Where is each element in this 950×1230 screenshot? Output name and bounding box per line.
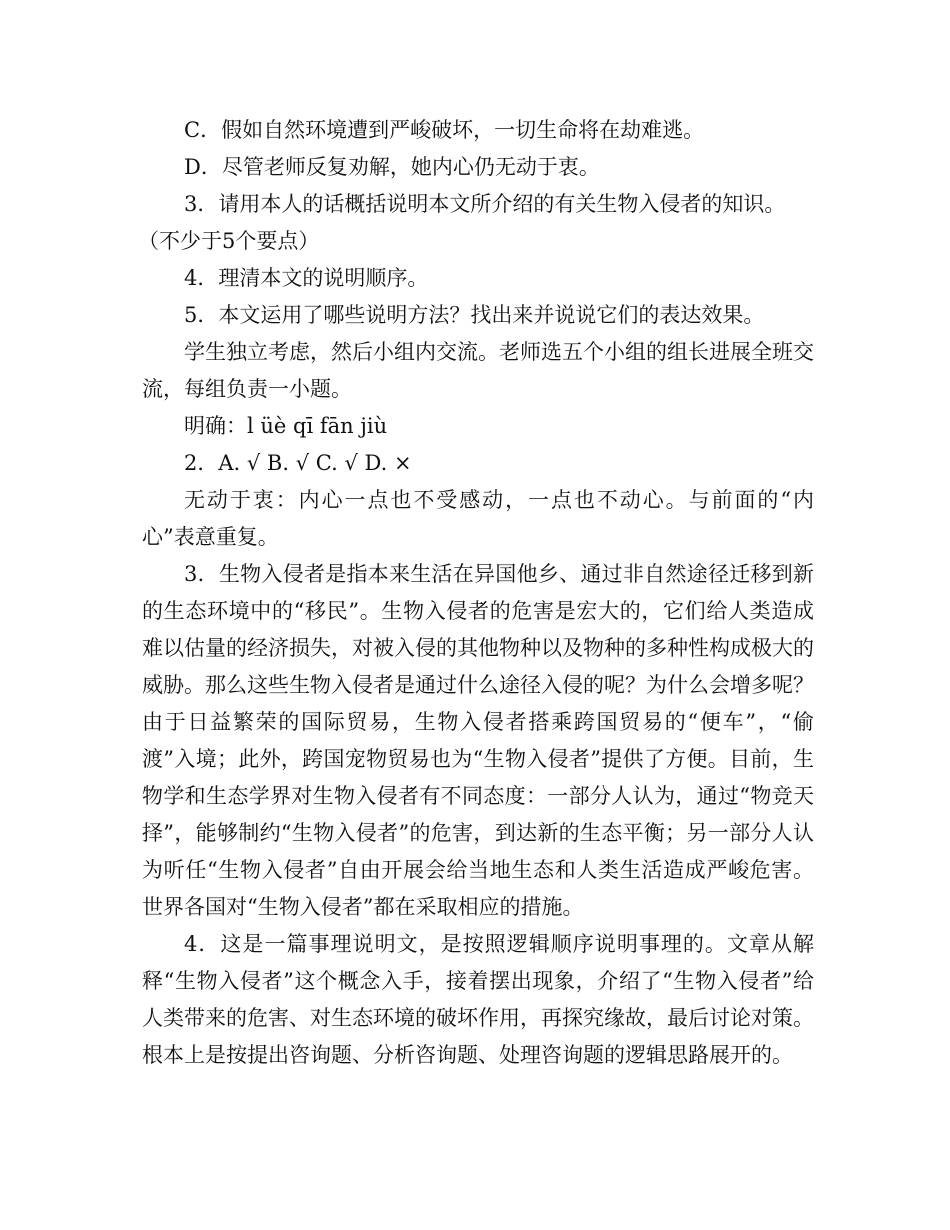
question-4-line: 4．理清本文的说明顺序。 [184,266,429,290]
answer-pinyin-line: 明确：l üè qī fān jiù [184,414,388,438]
answer-3-paragraph: 3．生物入侵者是指本来生活在异国他乡、通过非自然途径迁移到新的生态环境中的“移民”。生物入侵者的危害是宏大的，它们给人类造成难以估量的经济损失，对被入侵的其他物种以及物种的多种性构成极大的威胁。那么这些生物入侵者是通过什么途径入侵的呢？为什么会增多呢？由于日益繁荣的国际贸易，生物入侵者搭乘跨国贸易的“便车”，“偷渡”入境；此外，跨国宠物贸易也为“生物入侵者”提供了方便。目前，生物学和生态学界对生物入侵者有不同态度：一部分人认为，通过“物竞天择”，能够制约“生物入侵者”的危害，到达新的生态平衡；另一部分人认为听任“生物入侵者”自由开展会给当地生态和人类生活造成严峻危害。世界各国对“生物入侵者”都在采取相应的措施。 [142,562,814,919]
answer-2-line: 2．A. √ B. √ C. √ D. × [184,451,412,475]
wudong-explanation-paragraph: 无动于衷：内心一点也不受感动，一点也不动心。与前面的“内心”表意重复。 [142,488,814,549]
question-3-line: 3．请用本人的话概括说明本文所介绍的有关生物入侵者的知识。 [184,192,786,216]
question-3-note: （不少于5个要点） [138,229,320,253]
option-c-line: C．假如自然环境遭到严峻破坏，一切生命将在劫难逃。 [184,118,705,142]
answer-4-paragraph: 4．这是一篇事理说明文，是按照逻辑顺序说明事理的。文章从解释“生物入侵者”这个概念入手，接着摆出现象，介绍了“生物入侵者”给人类带来的危害、对生态环境的破坏作用，再探究缘故，最后讨论对策。根本上是按提出咨询题、分析咨询题、处理咨询题的逻辑思路展开的。 [142,932,814,1067]
option-d-line: D．尽管老师反复劝解，她内心仍无动于衷。 [184,155,600,179]
study-instruction-paragraph: 学生独立考虑，然后小组内交流。老师选五个小组的组长进展全班交流，每组负责一小题。 [142,340,814,401]
question-5-line: 5．本文运用了哪些说明方法？找出来并说说它们的表达效果。 [184,303,765,327]
document-page [138,112,814,1074]
